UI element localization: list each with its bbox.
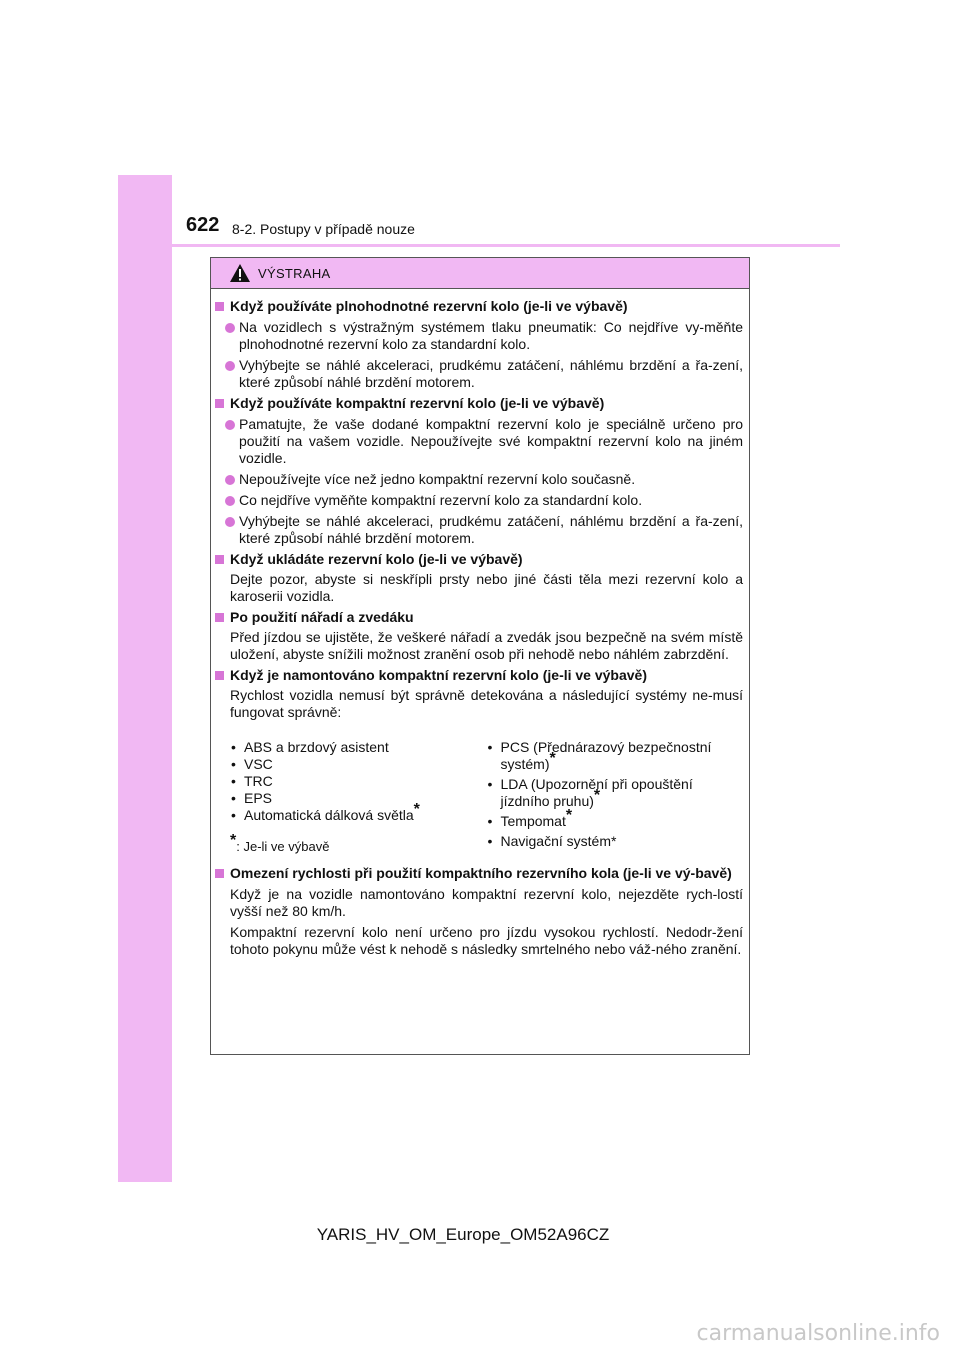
system-item: • Tempomat* [487,813,744,830]
page-number: 622 [186,214,220,236]
systems-column-left [230,739,487,855]
section-text: Dejte pozor, abyste si neskřípli prsty nebo jiné části těla mezi rezervní kolo a karoserii vozidla. [230,571,743,604]
asterisk-mark: * [565,807,573,824]
system-item: • LDA (Upozornění při opouštění jízdního pruhu)* [487,776,744,810]
asterisk-mark: * [230,832,237,849]
list-item: Na vozidlech s výstražným systémem tlaku pneumatik: Co nejdříve vy-měňte plnohodnotné rezervní kolo za standardní kolo. [225,319,743,353]
section-heading: Po použití nářadí a zvedáku [215,609,743,626]
system-item: • Navigační systém* [487,833,744,850]
list-item: Co nejdříve vyměňte kompaktní rezervní kolo za standardní kolo. [225,492,743,509]
asterisk-mark: * [549,750,556,767]
list-item: Vyhýbejte se náhlé akceleraci, prudkému zatáčení, náhlému brzdění a řa-zení, které způsobí náhlé brzdění motorem. [225,513,743,547]
side-tab-band [118,175,172,1182]
systems-column-right [487,739,744,855]
watermark: carmanualsonline.info [696,1321,940,1346]
section-text: Před jízdou se ujistěte, že veškeré nářadí a zvedák jsou bezpečně na svém místě uložení, abyste snížili možnost zranění osob při nehodě nebo náhlém zabrzdění. [230,629,743,662]
section-text: Kompaktní rezervní kolo není určeno pro jízdu vysokou rychlostí. Nedodr-žení tohoto pokynu může vést k nehodě s následky smrtelného nebo váž-ného zranění. [230,924,743,957]
list-item: Vyhýbejte se náhlé akceleraci, prudkému zatáčení, náhlému brzdění a řa-zení, které způsobí náhlé brzdění motorem. [225,357,743,391]
system-item: • ABS a brzdový asistent [230,739,487,756]
section-text: Rychlost vozidla nemusí být správně detekována a následující systémy ne-musí fungovat správně: [230,687,743,720]
warning-header [211,258,749,289]
list-item: Nepoužívejte více než jedno kompaktní rezervní kolo současně. [225,471,743,488]
section-text: Když je na vozidle namontováno kompaktní rezervní kolo, nejezděte rych-lostí vyšší než 80 km/h. [230,886,743,919]
square-bullet-icon [215,302,224,311]
header-rule [172,244,840,247]
round-bullet-icon [225,420,235,430]
section-heading: Omezení rychlosti při použití kompaktního rezervního kola (je-li ve vý-bavě) [215,865,743,882]
section-heading: Když ukládáte rezervní kolo (je-li ve výbavě) [215,551,743,568]
round-bullet-icon [225,361,235,371]
warning-triangle-icon [229,263,251,283]
square-bullet-icon [215,555,224,564]
footnote: *: Je-li ve výbavě [230,832,330,854]
section-heading: Když používáte kompaktní rezervní kolo (je-li ve výbavě) [215,395,743,412]
list-item: Pamatujte, že vaše dodané kompaktní rezervní kolo je speciálně určeno pro použití na vašem vozidle. Nepoužívejte své kompaktní rezervní kolo na jiném vozidle. [225,416,743,467]
round-bullet-icon [225,475,235,485]
section-heading: Když je namontováno kompaktní rezervní kolo (je-li ve výbavě) [215,667,743,684]
square-bullet-icon [215,869,224,878]
square-bullet-icon [215,613,224,622]
system-item: • PCS (Přednárazový bezpečnostní systém)* [487,739,744,773]
square-bullet-icon [215,399,224,408]
asterisk-mark: * [413,801,420,818]
document-code: YARIS_HV_OM_Europe_OM52A96CZ [316,1225,610,1244]
warning-box [210,257,750,1055]
system-item: • VSC [230,756,487,773]
system-item: • Automatická dálková světla* [230,807,487,824]
section-heading: Když používáte plnohodnotné rezervní kolo (je-li ve výbavě) [215,298,743,315]
square-bullet-icon [215,671,224,680]
warning-title: VÝSTRAHA [258,265,331,281]
system-item: • TRC [230,773,487,790]
warning-content [211,289,749,958]
asterisk-mark: * [593,787,601,804]
round-bullet-icon [225,517,235,527]
round-bullet-icon [225,323,235,333]
section-title: 8-2. Postupy v případě nouze [232,221,415,237]
systems-list [230,739,743,855]
system-item: • EPS [230,790,487,807]
round-bullet-icon [225,496,235,506]
